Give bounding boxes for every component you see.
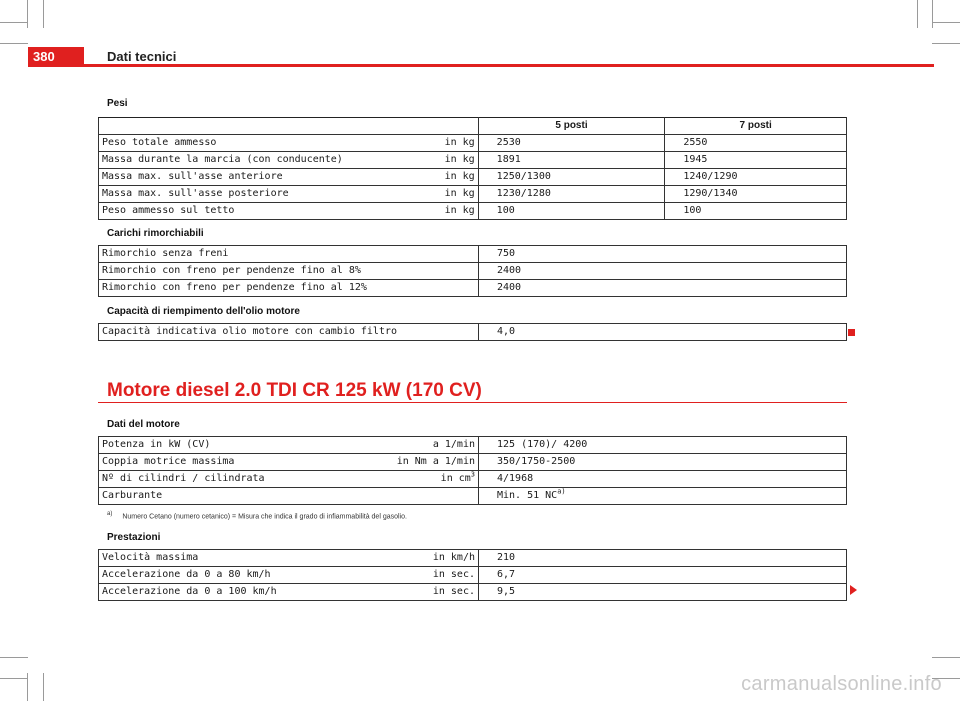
crop-mark	[932, 43, 960, 44]
row-unit: in kg	[444, 171, 475, 182]
cell-value: Min. 51 NC$^{a)}$	[479, 488, 847, 505]
table-row	[99, 454, 847, 471]
cell-value: 4,0	[479, 324, 847, 341]
cell-value: 2550	[665, 135, 847, 152]
table-row	[99, 488, 847, 505]
row-label: Rimorchio senza freni	[99, 246, 479, 263]
crop-mark	[0, 22, 28, 23]
row-unit: in $cm^3$	[440, 470, 475, 484]
crop-mark	[27, 673, 28, 701]
cell-value: 6,7	[479, 567, 847, 584]
row-label: Nº di cilindri / cilindrata	[102, 473, 265, 484]
pesi-table	[98, 117, 847, 220]
table-row	[99, 135, 847, 152]
table-row	[99, 567, 847, 584]
row-label: Potenza in kW (CV)	[102, 439, 211, 450]
table-row	[99, 152, 847, 169]
table-row	[99, 550, 847, 567]
section-title-motore: Dati del motore	[107, 419, 180, 430]
cell-value: 1250/1300	[478, 169, 665, 186]
table-row	[99, 280, 847, 297]
crop-mark	[917, 0, 918, 28]
section-end-marker	[848, 329, 855, 336]
table-row	[99, 584, 847, 601]
watermark: carmanualsonline.info	[741, 673, 942, 695]
row-unit: in kg	[444, 188, 475, 199]
cell-value: 1891	[478, 152, 665, 169]
cell-value: 9,5	[479, 584, 847, 601]
row-label: Accelerazione da 0 a 100 km/h	[102, 586, 277, 597]
row-label: Peso ammesso sul tetto	[102, 205, 235, 216]
crop-mark	[932, 22, 960, 23]
cell-value: 1945	[665, 152, 847, 169]
cell-value: 210	[479, 550, 847, 567]
row-unit: in km/h	[432, 552, 475, 563]
row-label: Capacità indicativa olio motore con cambio filtro	[99, 324, 479, 341]
cell-value: 2400	[479, 263, 847, 280]
engine-title-rule	[98, 402, 847, 403]
table-row	[99, 471, 847, 488]
cell-value: 2400	[479, 280, 847, 297]
row-label: Rimorchio con freno per pendenze fino al 12%	[99, 280, 479, 297]
prestazioni-table	[98, 549, 847, 601]
table-row	[99, 324, 847, 341]
row-label: Coppia motrice massima	[102, 456, 235, 467]
cell-value: 1240/1290	[665, 169, 847, 186]
row-unit: in kg	[444, 205, 475, 216]
page-number: 380	[28, 47, 84, 67]
column-header: 7 posti	[665, 118, 847, 135]
column-header: 5 posti	[478, 118, 665, 135]
row-label: Velocità massima	[102, 552, 199, 563]
crop-mark	[932, 0, 933, 28]
cell-value: 100	[478, 203, 665, 220]
footnote-text: Numero Cetano (numero cetanico) = Misura che indica il grado di infiammabilità del gasolio.	[122, 513, 407, 521]
crop-mark	[0, 678, 28, 679]
cell-value: 750	[479, 246, 847, 263]
footnote-ref: a)	[557, 487, 566, 496]
row-unit: in kg	[444, 137, 475, 148]
crop-mark	[932, 657, 960, 658]
motore-table	[98, 436, 847, 505]
crop-mark	[43, 673, 44, 701]
carichi-table	[98, 245, 847, 297]
section-title-pesi: Pesi	[107, 98, 128, 109]
row-unit: in sec.	[432, 586, 475, 597]
cell-value: 100	[665, 203, 847, 220]
row-unit: in kg	[444, 154, 475, 165]
cell-value: 2530	[478, 135, 665, 152]
table-row	[99, 186, 847, 203]
row-label: Massa max. sull'asse posteriore	[102, 188, 289, 199]
row-unit: in sec.	[432, 569, 475, 580]
crop-mark	[0, 43, 28, 44]
page-title: Dati tecnici	[107, 49, 177, 64]
crop-mark	[0, 657, 28, 658]
section-title-prestazioni: Prestazioni	[107, 532, 161, 543]
table-row	[99, 263, 847, 280]
crop-mark	[43, 0, 44, 28]
row-label: Carburante	[99, 488, 479, 505]
table-row	[99, 437, 847, 454]
section-title-carichi: Carichi rimorchiabili	[107, 228, 204, 239]
footnote-marker: a)	[107, 511, 113, 517]
cell-value: 125 (170)/ 4200	[479, 437, 847, 454]
engine-title: Motore diesel 2.0 TDI CR 125 kW (170 CV)	[107, 380, 482, 401]
row-label: Peso totale ammesso	[102, 137, 217, 148]
table-row	[99, 246, 847, 263]
row-unit: in Nm a 1/min	[396, 456, 475, 467]
table-row	[99, 203, 847, 220]
section-title-olio: Capacità di riempimento dell'olio motore	[107, 306, 300, 317]
row-unit: a 1/min	[432, 439, 475, 450]
table-header-row	[99, 118, 847, 135]
row-label: Massa max. sull'asse anteriore	[102, 171, 283, 182]
cell-value: 350/1750-2500	[479, 454, 847, 471]
olio-table	[98, 323, 847, 341]
cell-value: 4/1968	[479, 471, 847, 488]
header-rule	[84, 64, 934, 67]
row-label: Rimorchio con freno per pendenze fino al 8%	[99, 263, 479, 280]
footnote	[107, 511, 407, 520]
table-row	[99, 169, 847, 186]
row-label: Accelerazione da 0 a 80 km/h	[102, 569, 271, 580]
cell-value: 1230/1280	[478, 186, 665, 203]
crop-mark	[27, 0, 28, 28]
continue-arrow-icon	[850, 585, 857, 595]
cell-value: 1290/1340	[665, 186, 847, 203]
row-label: Massa durante la marcia (con conducente)	[102, 154, 343, 165]
